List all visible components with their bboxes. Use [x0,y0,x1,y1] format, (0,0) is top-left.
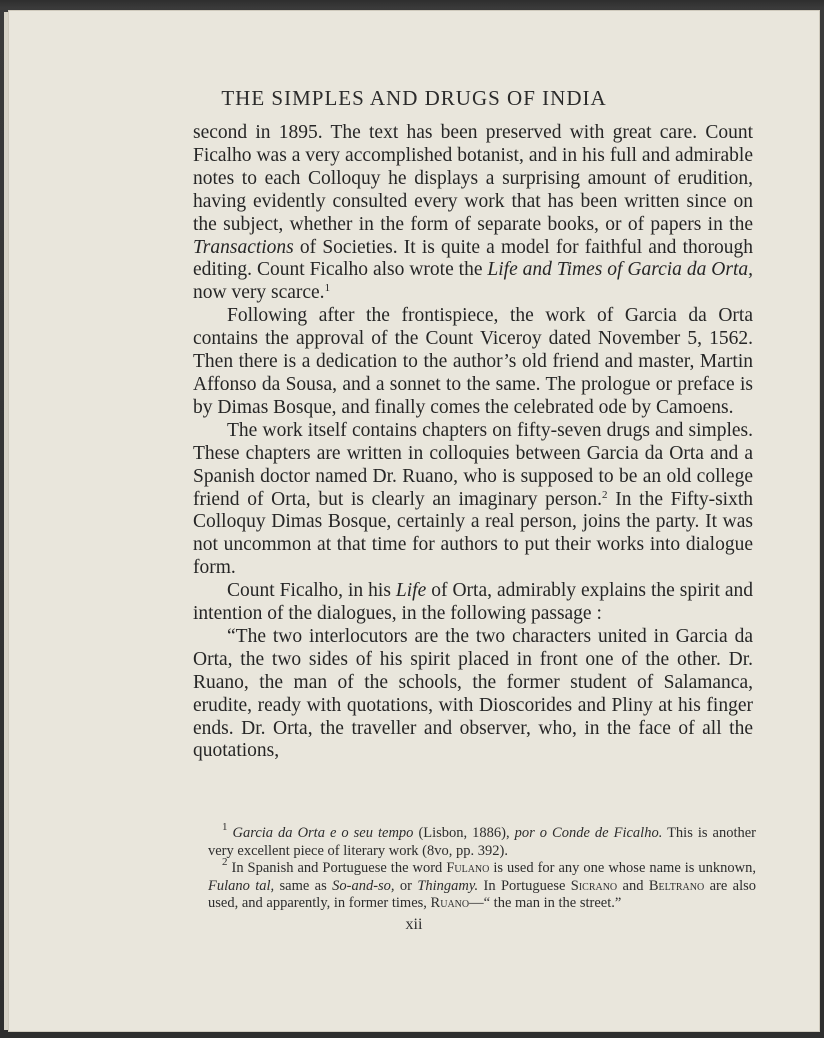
paragraph-5-quotation: “The two interlocutors are the two characters united in Garcia da Orta, the two sides of his spirit placed in front one of the other. Dr. Ruano, the man of the schools, the former student of Salamanca, erudite, ready with quotations, with Dioscorides and Pliny at his finger ends. Dr. Orta, the traveller and observer, who, in the face of all the quotations, [193,625,753,762]
italic-book-title: Life and Times of Garcia da Orta, [487,259,753,281]
paragraph-4: Count Ficalho, in his Life of Orta, admirably explains the spirit and intention of the dialogues, in the following passage : [193,580,754,625]
scan-corner-mark [806,1002,820,1030]
paragraph-2: Following after the frontispiece, the work of Garcia da Orta contains the approval of the Count Viceroy dated November 5, 1562. Then there is a dedication to the author’s old friend and master, Martin Affonso da Sousa, and a sonnet to the same. The prologue or preface is by Dimas Bosque, and finally comes the celebrated ode by Camoens. [193,305,753,418]
footnote-ref-2[interactable]: 2 [602,488,608,501]
footnote-ref-1[interactable]: 1 [324,282,331,295]
paragraph-3: The work itself contains chapters on fifty-seven drugs and simples. These chapters are written in colloquies between Garcia da Orta and a Spanish doctor named Dr. Ruano, who is supposed to be an old college friend of Orta, but is clearly an imaginary person.$^2$ In the Fifty-sixth Colloquy Dimas Bosque, certainly a real person, joins the party. It was not uncommon at that time for authors to put their works into dialogue form. [193,419,753,579]
running-title: THE SIMPLES AND DRUGS OF INDIA [221,86,607,110]
footnotes [208,821,757,913]
footnote-1: $^1$ Garcia da Orta e o seu tempo (Lisbon, 1886), por o Conde de Ficalho. This is another very excellent piece of literary work (8vo, pp. 392). [208,821,757,859]
italic-transactions: Transactions [193,236,294,258]
italic-life: Life [395,580,427,602]
paragraph-1: second in 1895. The text has been preserved with great care. Count Ficalho was a very accomplished botanist, and in his full and admirable notes to each Colloquy he displays a surprising amount of erudition, having evidently consulted every work that has been written since on the subject, whether in the form of separate books, or of papers in the Transactions of Societies. It is quite a model for faithful and thorough editing. Count Ficalho also wrote the Life and Times of Garcia da Orta, now very scarce.$^1$ [193,122,753,304]
page-number: xii [405,916,423,933]
footnote-1-number: 1 [222,821,228,833]
footnote-2-number: 2 [222,856,228,868]
book-page [8,10,820,1032]
body-text [193,122,753,763]
footnote-2: $^2$ In Spanish and Portuguese the word Fulano is used for any one whose name is unknown, Fulano tal, same as So-and-so, or Thingamy. In Portuguese Sicrano and Beltrano are also used, and apparently, in former times, Ruano—“ the man in the street.” [208,856,757,911]
